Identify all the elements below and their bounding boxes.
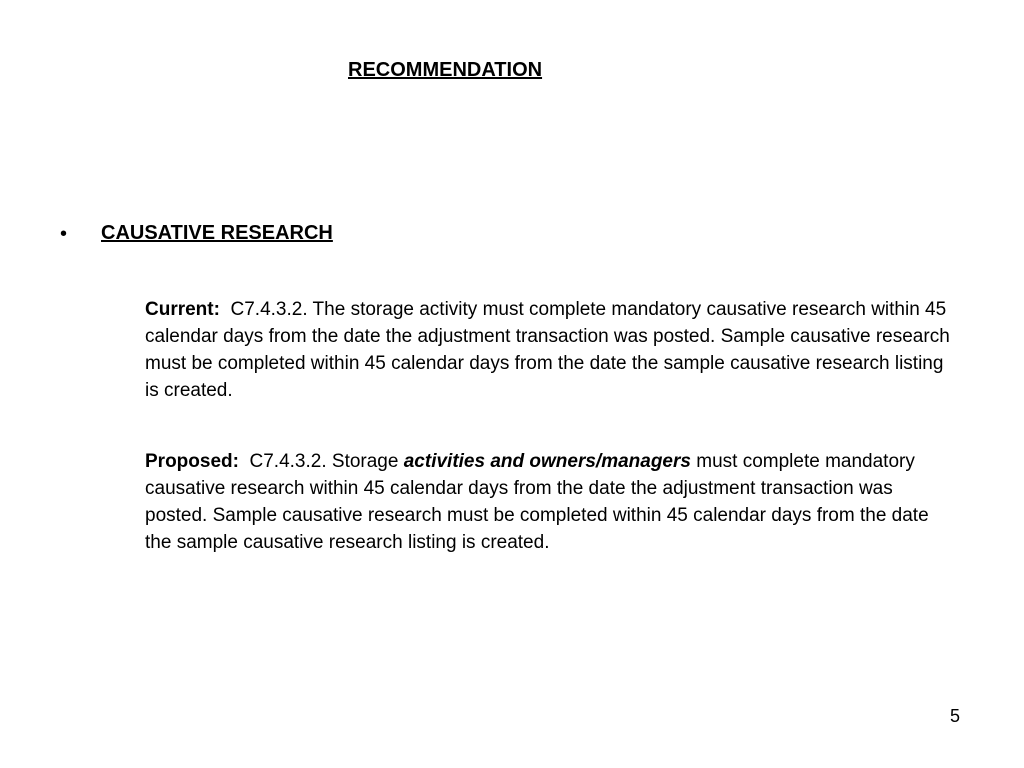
- section-heading: CAUSATIVE RESEARCH: [101, 222, 333, 244]
- proposed-label: Proposed:: [145, 451, 239, 472]
- proposed-text-before: C7.4.3.2. Storage: [249, 451, 404, 472]
- current-text: C7.4.3.2. The storage activity must complete mandatory causative research within 45 calendar days from the date the adjustment transaction was posted. Sample causative research must be completed within 45 calendar days from the date the sample causative research listing is created.: [145, 299, 950, 401]
- proposed-text-after: must complete mandatory causative research within 45 calendar days from the date the adjustment transaction was posted. Sample causative research must be completed within 45 calendar days from the date the sample causative research listing is created.: [145, 451, 929, 553]
- current-label: Current:: [145, 299, 220, 320]
- slide-title: RECOMMENDATION: [348, 59, 543, 81]
- proposed-paragraph: [145, 448, 960, 556]
- bullet-icon: •: [60, 223, 68, 245]
- page-number: 5: [950, 706, 961, 726]
- current-paragraph: [145, 296, 960, 404]
- proposed-emphasis: activities and owners/managers: [403, 451, 691, 472]
